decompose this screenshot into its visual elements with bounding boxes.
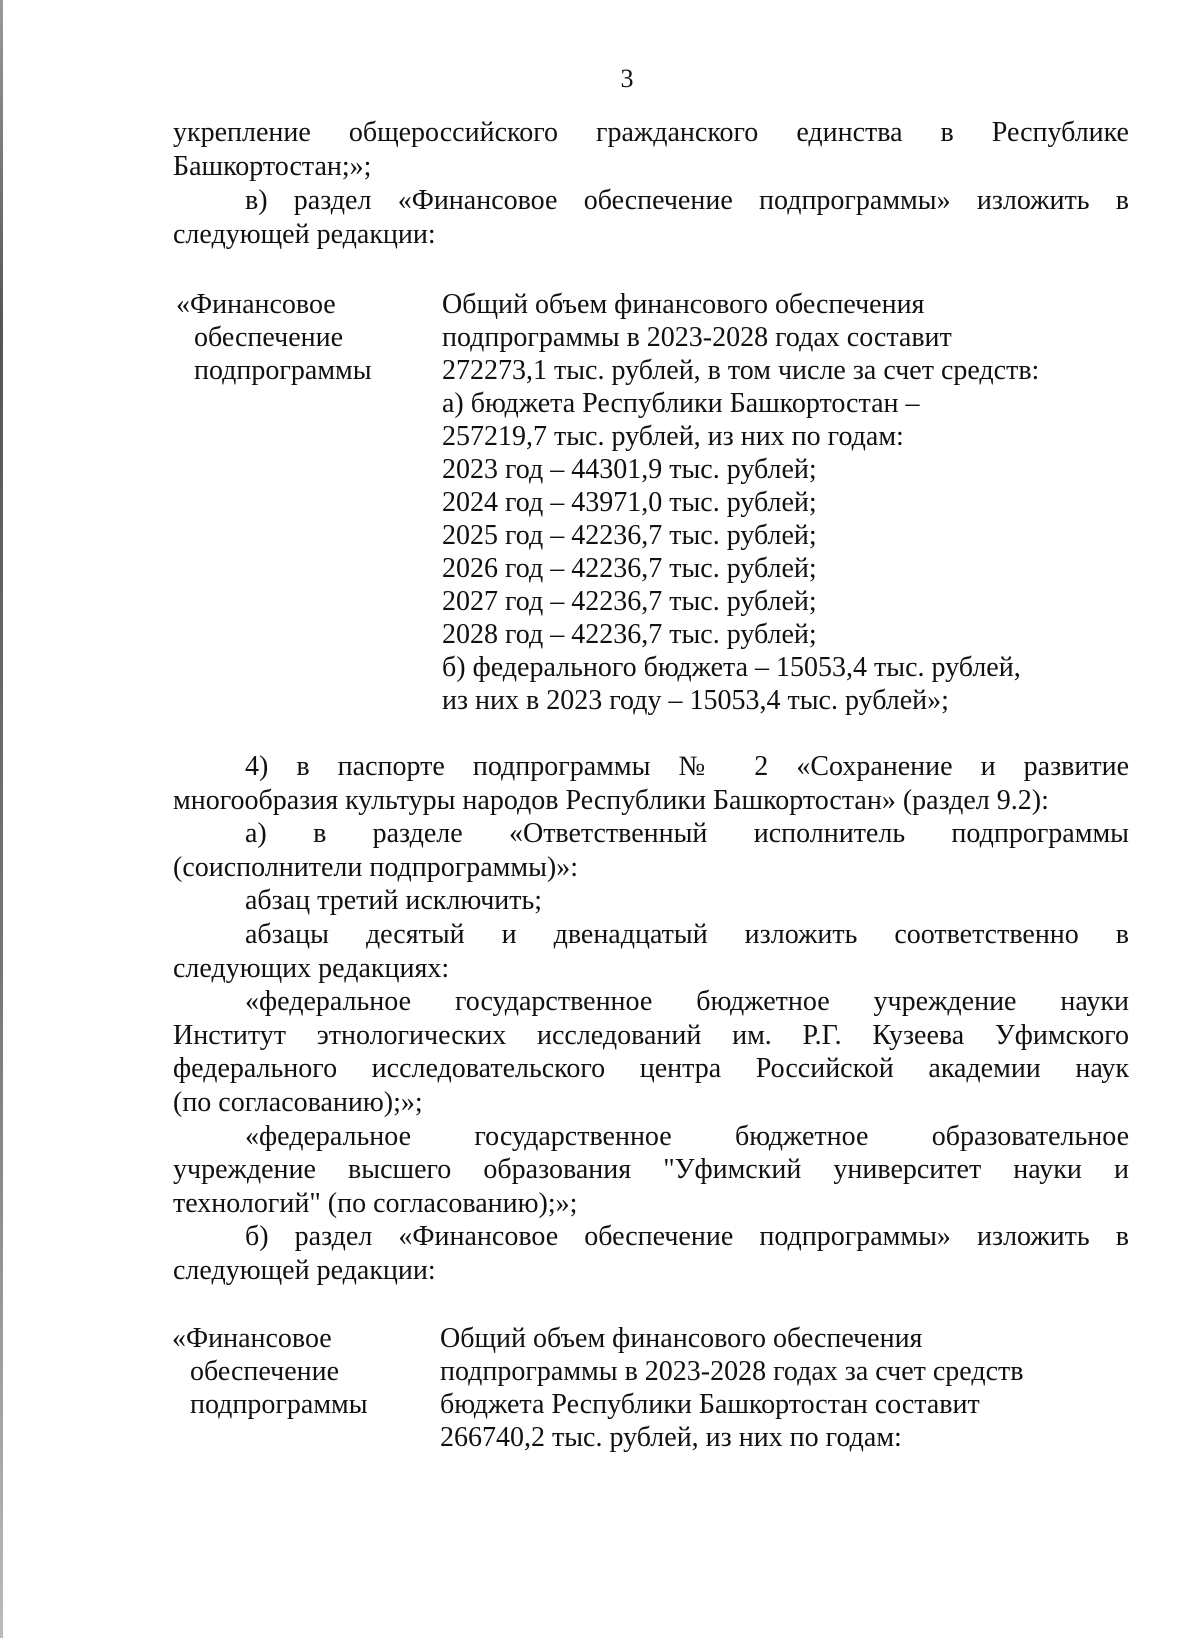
table-value-line: 2024 год – 43971,0 тыс. рублей;: [442, 487, 817, 518]
table-value-line: подпрограммы в 2023-2028 годах составит: [442, 322, 952, 353]
table-value-line: бюджета Республики Башкортостан составит: [440, 1389, 980, 1420]
table-value-line: а) бюджета Республики Башкортостан –: [442, 388, 920, 419]
table-value-line: 2027 год – 42236,7 тыс. рублей;: [442, 586, 817, 617]
table-value-line: 266740,2 тыс. рублей, из них по годам:: [440, 1422, 902, 1453]
text-line: (соисполнители подпрограммы)»:: [173, 851, 579, 883]
text-line: технологий" (по согласованию);»;: [173, 1187, 578, 1219]
text-line: учреждение высшего образования "Уфимский университет науки и: [173, 1154, 1129, 1186]
text-line: следующей редакции:: [173, 1254, 436, 1286]
intro-paragraph: [173, 116, 1129, 183]
table-label-line: подпрограммы: [194, 355, 372, 386]
text-line: многообразия культуры народов Республики Башкортостан» (раздел 9.2):: [173, 784, 1049, 816]
table-label-line: подпрограммы: [190, 1389, 368, 1420]
page-number: 3: [620, 64, 634, 93]
text-line: «федеральное государственное бюджетное образовательное: [245, 1120, 1129, 1152]
text-line: укрепление общероссийского гражданского единства в Республике: [173, 117, 1129, 148]
text-line: абзацы десятый и двенадцатый изложить соответственно в: [245, 918, 1129, 950]
text-line: (по согласованию);»;: [173, 1086, 423, 1118]
item-v-paragraph: [173, 184, 1129, 251]
table-value-line: подпрограммы в 2023-2028 годах за счет средств: [440, 1356, 1024, 1387]
table-label-line: «Финансовое: [176, 289, 336, 320]
table-value-line: б) федерального бюджета – 15053,4 тыс. рублей,: [442, 652, 1021, 683]
text-line: а) в разделе «Ответственный исполнитель подпрограммы: [245, 818, 1129, 850]
table-value-line: 272273,1 тыс. рублей, в том числе за счет средств:: [442, 355, 1040, 386]
table-right-column: [440, 1322, 1100, 1454]
text-line: «федеральное государственное бюджетное учреждение науки: [245, 986, 1129, 1018]
table-label-line: «Финансовое: [172, 1323, 332, 1354]
text-line: следующей редакции:: [173, 218, 436, 250]
table-value-line: 257219,7 тыс. рублей, из них по годам:: [442, 421, 904, 452]
table-value-line: из них в 2023 году – 15053,4 тыс. рублей»;: [442, 685, 949, 716]
table-value-line: 2028 год – 42236,7 тыс. рублей;: [442, 619, 817, 650]
text-line: Башкортостан;»;: [173, 150, 372, 182]
table-value-line: 2025 год – 42236,7 тыс. рублей;: [442, 520, 817, 551]
table-label-line: обеспечение: [194, 322, 344, 353]
text-line: абзац третий исключить;: [245, 885, 543, 917]
section-4-paragraph: [173, 750, 1129, 1288]
table-value-line: Общий объем финансового обеспечения: [442, 289, 925, 320]
text-line: 4) в паспорте подпрограммы № 2 «Сохранение и развитие: [245, 751, 1129, 782]
table-value-line: 2023 год – 44301,9 тыс. рублей;: [442, 454, 817, 485]
text-line: следующих редакциях:: [173, 952, 450, 984]
table-left-column: [172, 1322, 412, 1421]
table-value-line: 2026 год – 42236,7 тыс. рублей;: [442, 553, 817, 584]
text-line: б) раздел «Финансовое обеспечение подпрограммы» изложить в: [245, 1221, 1129, 1253]
scan-edge: [0, 0, 3, 1638]
table-left-column: [176, 288, 416, 387]
table-value-line: Общий объем финансового обеспечения: [440, 1323, 923, 1354]
table-right-column: [442, 288, 1102, 717]
text-line: федерального исследовательского центра Российской академии наук: [173, 1053, 1129, 1085]
text-line: в) раздел «Финансовое обеспечение подпрограммы» изложить в: [245, 185, 1129, 216]
table-label-line: обеспечение: [190, 1356, 340, 1387]
text-line: Институт этнологических исследований им. Р.Г. Кузеева Уфимского: [173, 1019, 1129, 1051]
